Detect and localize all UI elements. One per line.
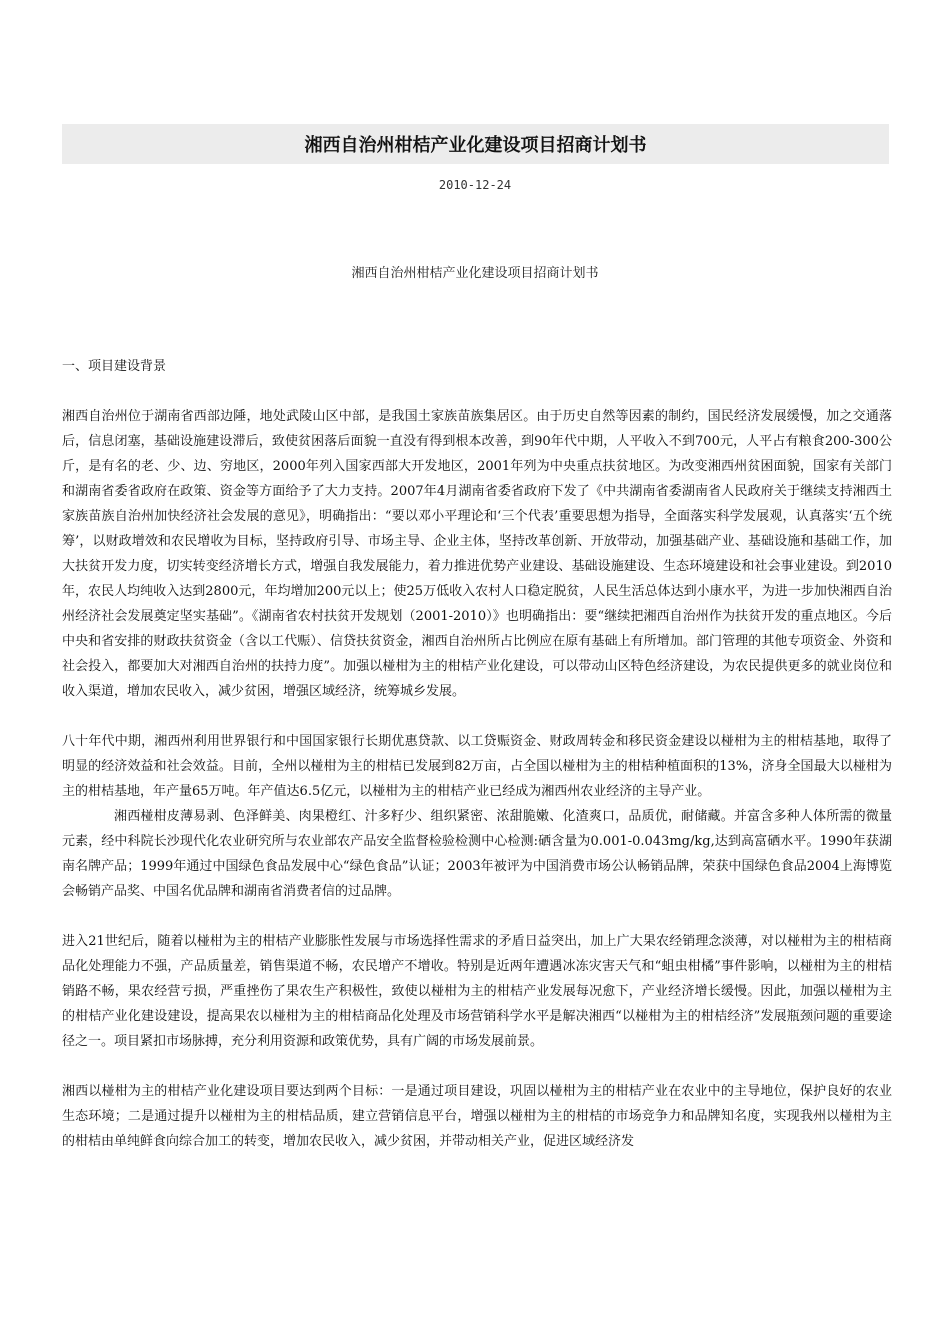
document-body	[62, 354, 892, 1154]
paragraph: 八十年代中期，湘西州利用世界银行和中国国家银行长期优惠贷款、以工贷赈资金、财政周转金和移民资金建设以椪柑为主的柑桔基地，取得了明显的经济效益和社会效益。目前，全州以椪柑为主的柑桔已发展到82万亩，占全国以椪柑为主的柑桔种植面积的13%，济身全国最大以椪柑为主的柑桔基地，年产量65万吨。年产值达6.5亿元，以椪柑为主的柑桔产业已经成为湘西州农业经济的主导产业。	[62, 734, 892, 799]
paragraph: 湘西以椪柑为主的柑桔产业化建设项目要达到两个目标：一是通过项目建设，巩固以椪柑为主的柑桔产业在农业中的主导地位，保护良好的农业生态环境；二是通过提升以椪柑为主的柑桔品质，建立营销信息平台，增强以椪柑为主的柑桔的市场竞争力和品牌知名度，实现我州以椪柑为主的柑桔由单纯鲜食向综合加工的转变，增加农民收入，减少贫困，并带动相关产业，促进区域经济发	[62, 1084, 892, 1149]
paragraph: 湘西自治州位于湖南省西部边陲，地处武陵山区中部，是我国土家族苗族集居区。由于历史自然等因素的制约，国民经济发展缓慢，加之交通落后，信息闭塞，基础设施建设滞后，致使贫困落后面貌一直没有得到根本改善，到90年代中期，人平收入不到700元，人平占有粮食200-300公斤，是有名的老、少、边、穷地区，2000年列入国家西部大开发地区，2001年列为中央重点扶贫地区。为改变湘西州贫困面貌，国家有关部门和湖南省委省政府在政策、资金等方面给予了大力支持。2007年4月湖南省委省政府下发了《中共湖南省委湖南省人民政府关于继续支持湘西土家族苗族自治州加快经济社会发展的意见》，明确指出：“要以邓小平理论和‘三个代表’重要思想为指导，全面落实科学发展观，认真落实‘五个统筹’，以财政增效和农民增收为目标，坚持政府引导、市场主导、企业主体，坚持改革创新、开放带动，加强基础产业、基础设施和基础工作，加大扶贫开发力度，切实转变经济增长方式，增强自我发展能力，着力推进优势产业建设、基础设施建设、生态环境建设和社会事业建设。到2010年，农民人均纯收入达到2800元，年均增加200元以上；使25万低收入农村人口稳定脱贫，人民生活总体达到小康水平，为进一步加快湘西自治州经济社会发展奠定坚实基础”。《湖南省农村扶贫开发规划（2001-2010）》也明确指出：要“继续把湘西自治州作为扶贫开发的重点地区。今后中央和省安排的财政扶贫资金（含以工代赈）、信贷扶贫资金，湘西自治州所占比例应在原有基础上有所增加。部门管理的其他专项资金、外资和社会投入，都要加大对湘西自治州的扶持力度”。加强以椪柑为主的柑桔产业化建设，可以带动山区特色经济建设，为农民提供更多的就业岗位和收入渠道，增加农民收入，减少贫困，增强区域经济，统筹城乡发展。	[62, 409, 892, 699]
document-subtitle: 湘西自治州柑桔产业化建设项目招商计划书	[351, 266, 599, 281]
page-title: 湘西自治州柑桔产业化建设项目招商计划书	[304, 135, 647, 156]
publish-date: 2010-12-24	[438, 178, 512, 192]
section-heading: 一、项目建设背景	[62, 359, 167, 374]
title-bar	[62, 124, 889, 164]
paragraph: 进入21世纪后，随着以椪柑为主的柑桔产业膨胀性发展与市场选择性需求的矛盾日益突出，加上广大果农经销理念淡薄，对以椪柑为主的柑桔商品化处理能力不强，产品质量差，销售渠道不畅，农民增产不增收。特别是近两年遭遇冰冻灾害天气和“蛆虫柑橘”事件影响，以椪柑为主的柑桔销路不畅，果农经营亏损，严重挫伤了果农生产积极性，致使以椪柑为主的柑桔产业发展每况愈下，产业经济增长缓慢。因此，加强以椪柑为主的柑桔产业化建设建设，提高果农以椪柑为主的柑桔商品化处理及市场营销科学水平是解决湘西“以椪柑为主的柑桔经济”发展瓶颈问题的重要途径之一。项目紧扣市场脉搏，充分利用资源和政策优势，具有广阔的市场发展前景。	[62, 934, 892, 1049]
paragraph: 湘西椪柑皮薄易剥、色泽鲜美、肉果橙红、汁多籽少、组织紧密、浓甜脆嫩、化渣爽口，品质优，耐储藏。并富含多种人体所需的微量元素，经中科院长沙现代化农业研究所与农业部农产品安全监督检验检测中心检测:硒含量为0.001-0.043mg/kg,达到高富硒水平。1990年获湖南名牌产品；1999年通过中国绿色食品发展中心“绿色食品”认证；2003年被评为中国消费市场公认畅销品牌，荣获中国绿色食品2004上海博览会畅销产品奖、中国名优品牌和湖南省消费者信的过品牌。	[62, 809, 892, 899]
